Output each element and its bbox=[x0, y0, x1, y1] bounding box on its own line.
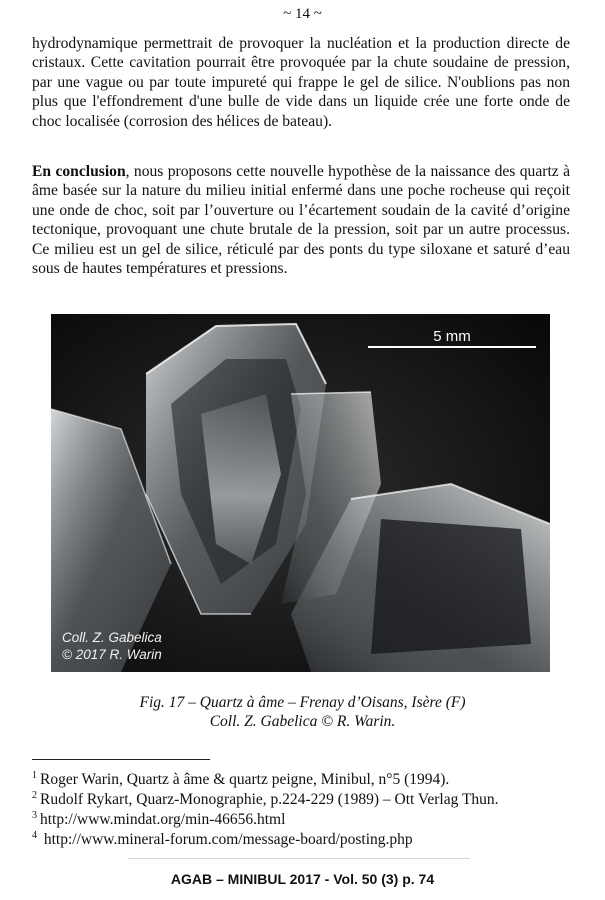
footnote-2-text: Rudolf Rykart, Quarz-Monographie, p.224-229 (1989) – Ott Verlag Thun. bbox=[40, 791, 499, 808]
footnote-2-number: 2 bbox=[32, 790, 37, 801]
footnote-4 bbox=[32, 826, 413, 849]
footnote-4-link[interactable]: http://www.mineral-forum.com/message-board/posting.php bbox=[40, 831, 413, 848]
footnote-3-number: 3 bbox=[32, 810, 37, 821]
footnote-3-link[interactable]: http://www.mindat.org/min-46656.html bbox=[40, 811, 286, 828]
figure-caption-title: Fig. 17 – Quartz à âme – Frenay d’Oisans, Isère (F) bbox=[139, 694, 466, 711]
photo-credit-collection: Coll. Z. Gabelica bbox=[62, 630, 162, 645]
body-paragraph-1: hydrodynamique permettrait de provoquer la nucléation et la production directe de cristaux. Cette cavitation pourrait être provoquée par la chute soudaine de pression, par une vague ou par toute impureté qui frappe le gel de silice. N'oublions pas non plus que l'effondrement d'une bulle de vide dans un liquide crée une forte onde de choc localisée (corrosion des hélices de bateau). bbox=[32, 35, 570, 130]
footnote-4-number: 4 bbox=[32, 830, 37, 841]
footnote-divider bbox=[32, 759, 210, 760]
conclusion-lead: En conclusion bbox=[32, 163, 126, 180]
quartz-photo bbox=[51, 314, 550, 672]
figure-caption-credit: Coll. Z. Gabelica © R. Warin. bbox=[209, 713, 396, 730]
body-paragraph-2 bbox=[32, 162, 570, 278]
conclusion-text: , nous proposons cette nouvelle hypothèse de la naissance des quartz à âme basée sur la nature du milieu initial enfermé dans une poche rocheuse qui reçoit une onde de choc, soit par l’ouverture ou l’écartement soudain de la cavité d’origine tectonique, provoquant une chute brutale de la pression, soit par un autre processus. Ce milieu est un gel de silice, réticulé par des ponts du type siloxane et saturé d’eau sous de hautes températures et pressions. bbox=[32, 163, 570, 278]
scale-bar bbox=[368, 346, 536, 348]
page-number: ~ 14 ~ bbox=[283, 6, 322, 22]
footnote-1-text: Roger Warin, Quartz à âme & quartz peigne, Minibul, n°5 (1994). bbox=[40, 771, 450, 788]
footnote-1-number: 1 bbox=[32, 770, 37, 781]
page-footer: AGAB – MINIBUL 2017 - Vol. 50 (3) p. 74 bbox=[170, 871, 435, 887]
photo-credit-copyright: © 2017 R. Warin bbox=[62, 647, 162, 662]
quartz-crystal-illustration bbox=[51, 314, 550, 672]
scale-bar-label: 5 mm bbox=[433, 328, 471, 345]
footer-divider bbox=[128, 858, 470, 859]
